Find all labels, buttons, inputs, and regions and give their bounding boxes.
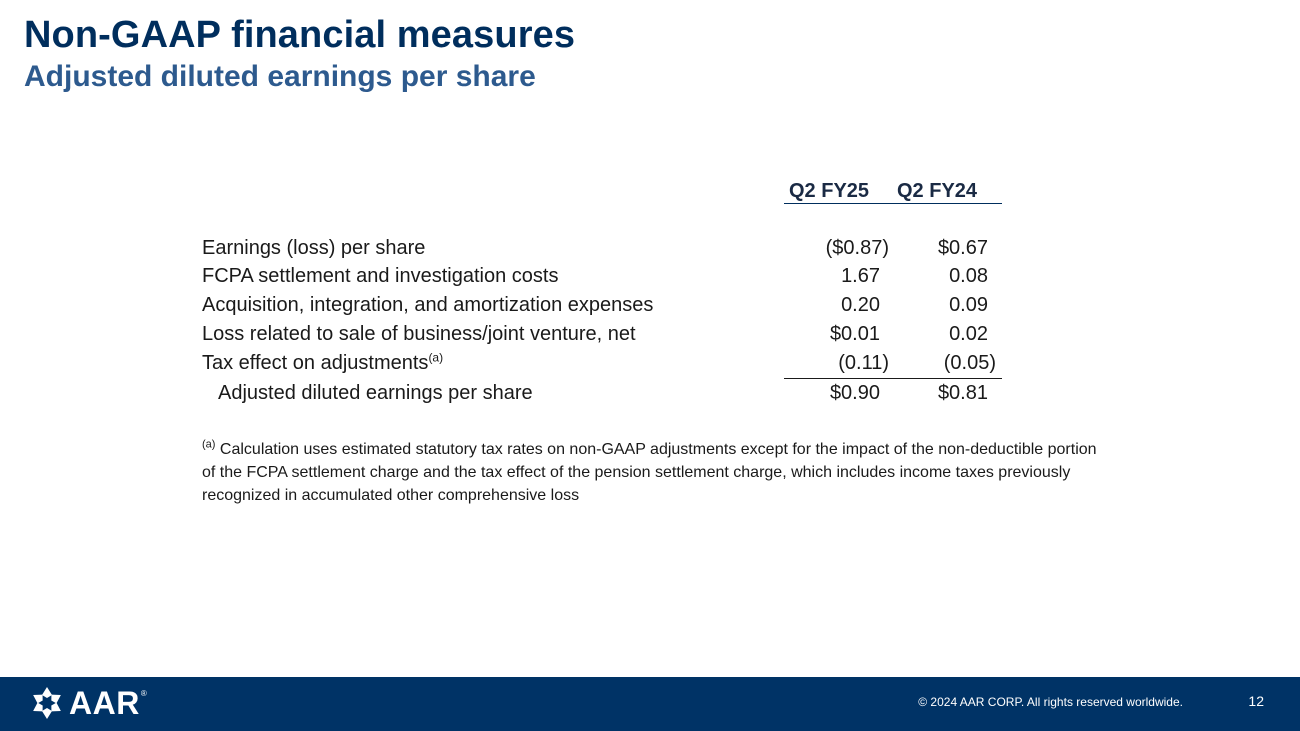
- table-total-row: [0, 382, 1300, 410]
- table-row: [0, 265, 1300, 293]
- footnote-marker: (a): [202, 438, 216, 451]
- header-underline: [784, 203, 1002, 204]
- copyright-notice: © 2024 AAR CORP. All rights reserved worldwide.: [918, 695, 1183, 709]
- footnote-marker: (a): [428, 350, 444, 365]
- table-row: [0, 323, 1300, 351]
- row-label: FCPA settlement and investigation costs: [202, 265, 559, 287]
- page-title: Non-GAAP financial measures: [24, 14, 576, 56]
- row-label: Loss related to sale of business/joint venture, net: [202, 323, 636, 345]
- aar-logo-mark-icon: [30, 686, 64, 720]
- table-row: [0, 352, 1300, 380]
- logo-wordmark: AAR: [69, 685, 140, 721]
- footnote: [202, 438, 1102, 507]
- company-logo: [30, 685, 147, 721]
- row-value-q2-fy24: (0.05): [943, 352, 996, 374]
- footer-bar: [0, 677, 1300, 731]
- total-underline: [784, 378, 1002, 379]
- row-value-q2-fy25: ($0.87): [825, 237, 889, 259]
- total-value-q2-fy24: $0.81: [937, 382, 988, 404]
- row-value-q2-fy25: (0.11): [838, 352, 889, 374]
- table-row: [0, 237, 1300, 265]
- row-label: Tax effect on adjustments$^{(a)}$: [202, 350, 444, 374]
- row-value-q2-fy25: 0.20: [841, 294, 880, 316]
- row-value-q2-fy25: 1.67: [841, 265, 880, 287]
- row-value-q2-fy25: $0.01: [829, 323, 880, 345]
- table-row: [0, 294, 1300, 322]
- page-subtitle: Adjusted diluted earnings per share: [24, 60, 536, 93]
- row-value-q2-fy24: 0.08: [949, 265, 988, 287]
- column-header-q2-fy25: Q2 FY25: [789, 180, 870, 202]
- registered-mark: ®: [140, 689, 147, 698]
- column-header-q2-fy24: Q2 FY24: [897, 180, 978, 202]
- row-value-q2-fy24: $0.67: [937, 237, 988, 259]
- footnote-text: Calculation uses estimated statutory tax rates on non-GAAP adjustments except for the impact of the non-deductible portion of the FCPA settlement charge and the tax effect of the pension settlement charge, which includes income taxes previously recognized in accumulated other comprehensive loss: [202, 441, 1097, 504]
- row-label: Earnings (loss) per share: [202, 237, 426, 259]
- row-value-q2-fy24: 0.02: [949, 323, 988, 345]
- row-label: Acquisition, integration, and amortization expenses: [202, 294, 654, 316]
- total-label: Adjusted diluted earnings per share: [218, 382, 533, 404]
- page-number: 12: [1248, 693, 1264, 709]
- total-value-q2-fy25: $0.90: [829, 382, 880, 404]
- row-value-q2-fy24: 0.09: [949, 294, 988, 316]
